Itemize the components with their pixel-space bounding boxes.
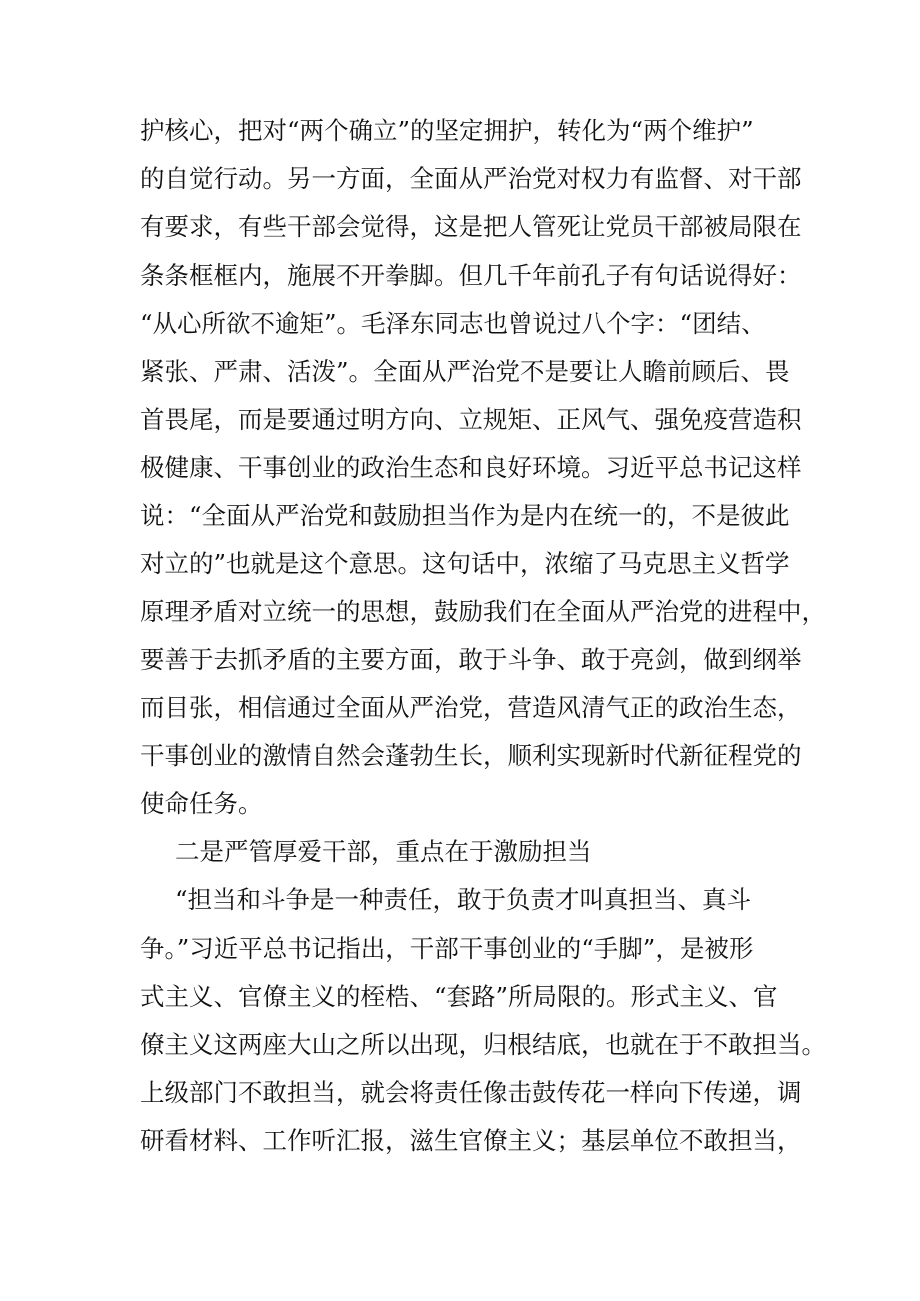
paragraph-line: 极健康、干事创业的政治生态和良好环境。习近平总书记这样 (140, 453, 802, 482)
paragraph-line: 的自觉行动。另一方面，全面从严治党对权力有监督、对干部 (140, 164, 802, 193)
paragraph-line: 说：“全面从严治党和鼓励担当作为是内在统一的，不是彼此 (140, 501, 790, 530)
paragraph-line: 原理矛盾对立统一的思想，鼓励我们在全面从严治党的进程中， (140, 597, 826, 626)
paragraph-line: 紧张、严肃、活泼”。全面从严治党不是要让人瞻前顾后、畏 (140, 357, 790, 386)
paragraph-line: 条条框框内，施展不开拳脚。但几千年前孔子有句话说得好： (140, 261, 802, 290)
paragraph-line: “从心所欲不逾矩”。毛泽东同志也曾说过八个字：“团结、 (140, 309, 766, 338)
section-heading: 二是严管厚爱干部，重点在于激励担当 (175, 837, 592, 866)
paragraph-line: 使命任务。 (140, 789, 263, 818)
paragraph-line: 争。”习近平总书记指出，干部干事创业的“手脚”，是被形 (140, 934, 754, 963)
paragraph-line: 研看材料、工作听汇报，滋生官僚主义；基层单位不敢担当， (140, 1126, 802, 1155)
paragraph-line: 上级部门不敢担当，就会将责任像击鼓传花一样向下传递，调 (140, 1078, 802, 1107)
paragraph-line: 式主义、官僚主义的桎梏、“套路”所局限的。形式主义、官 (140, 982, 778, 1011)
paragraph-line: 僚主义这两座大山之所以出现，归根结底，也就在于不敢担当。 (140, 1030, 826, 1059)
paragraph-line: 首畏尾，而是要通过明方向、立规矩、正风气、强免疫营造积 (140, 405, 802, 434)
paragraph-line: 要善于去抓矛盾的主要方面，敢于斗争、敢于亮剑，做到纲举 (140, 645, 802, 674)
paragraph-line: 对立的”也就是这个意思。这句话中，浓缩了马克思主义哲学 (140, 549, 790, 578)
paragraph-line: 而目张，相信通过全面从严治党，营造风清气正的政治生态， (140, 693, 802, 722)
paragraph-line: 有要求，有些干部会觉得，这是把人管死让党员干部被局限在 (140, 212, 802, 241)
paragraph-line: “担当和斗争是一种责任，敢于负责才叫真担当、真斗 (175, 885, 752, 914)
paragraph-line: 干事创业的激情自然会蓬勃生长，顺利实现新时代新征程党的 (140, 741, 802, 770)
paragraph-line: 护核心，把对“两个确立”的坚定拥护，转化为“两个维护” (140, 116, 754, 145)
